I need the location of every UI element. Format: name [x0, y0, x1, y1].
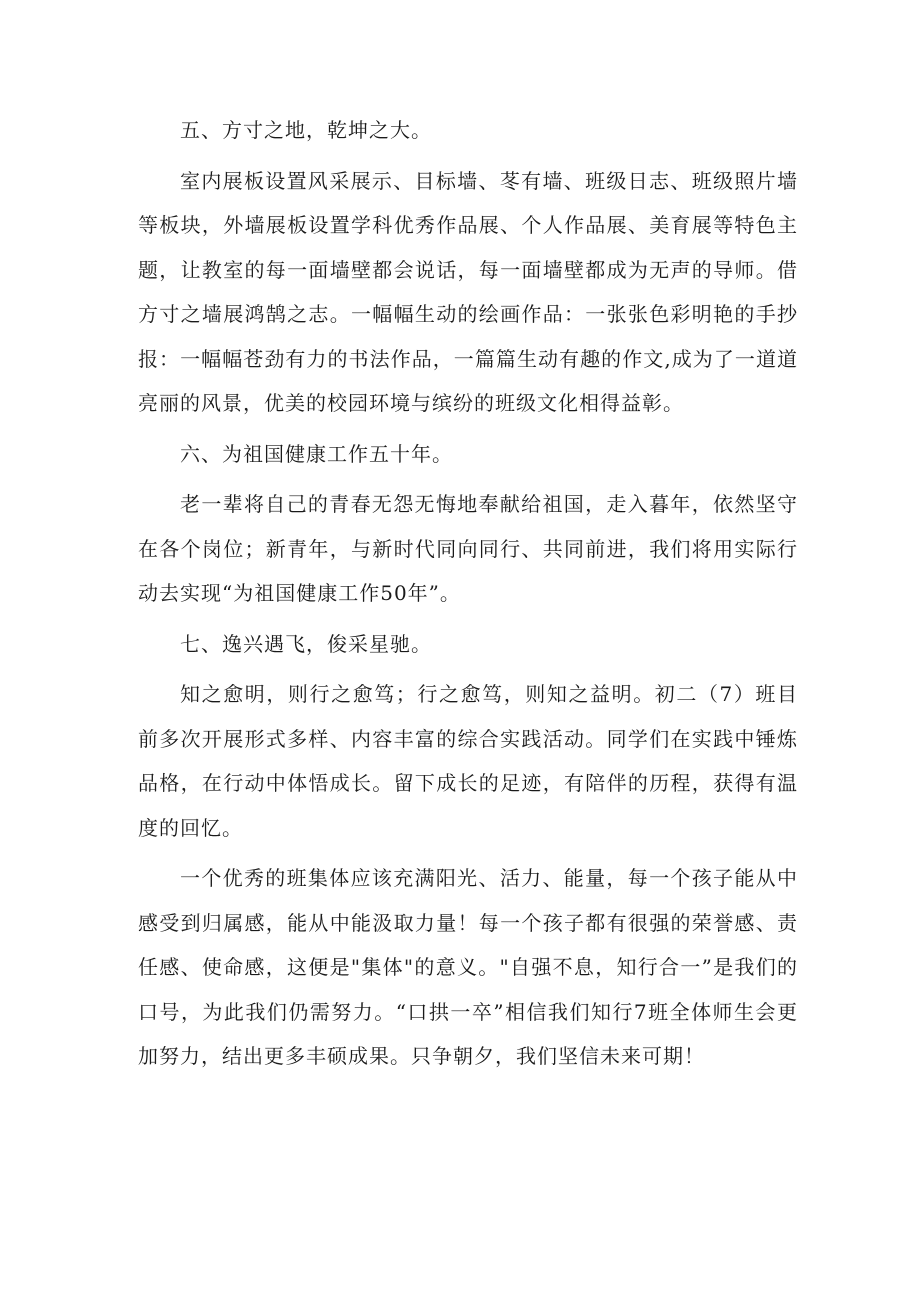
section-6-paragraph: 老一辈将自己的青春无怨无悔地奉献给祖国，走入暮年，依然坚守在各个岗位；新青年，与新时代同向同行、共同前进，我们将用实际行动去实现“为祖国健康工作50年”。	[138, 492, 798, 605]
document-body	[138, 108, 798, 1085]
section-heading-7: 七、逸兴遇飞，俊采星驰。	[180, 631, 432, 656]
section-7-paragraph-1: 知之愈明，则行之愈笃；行之愈笃，则知之益明。初二（7）班目前多次开展形式多样、内容丰富的综合实践活动。同学们在实践中锤炼品格，在行动中体悟成长。留下成长的足迹，有陪伴的历程，获得有温度的回忆。	[138, 682, 798, 840]
section-5-paragraph: 室内展板设置风采展示、目标墙、苳有墙、班级日志、班级照片墙等板块，外墙展板设置学科优秀作品展、个人作品展、美育展等特色主题，让教室的每一面墙壁都会说话，每一面墙壁都成为无声的导师。借方寸之墙展鸿鹄之志。一幅幅生动的绘画作品：一张张色彩明艳的手抄报：一幅幅苍劲有力的书法作品，一篇篇生动有趣的作文,成为了一道道亮丽的风景，优美的校园环境与缤纷的班级文化相得益彰。	[138, 168, 798, 415]
section-heading-6: 六、为祖国健康工作五十年。	[180, 441, 453, 466]
section-7-paragraph-2: 一个优秀的班集体应该充满阳光、活力、能量，每一个孩子能从中感受到归属感，能从中能汲取力量！每一个孩子都有很强的荣誉感、责任感、使命感，这便是"集体"的意义。"自强不息，知行合一”是我们的口号，为此我们仍需努力。“口拱一卒”相信我们知行7班全体师生会更加努力，结出更多丰硕成果。只争朝夕，我们坚信未来可期！	[138, 866, 798, 1068]
section-heading-5: 五、方寸之地，乾坤之大。	[180, 118, 432, 142]
